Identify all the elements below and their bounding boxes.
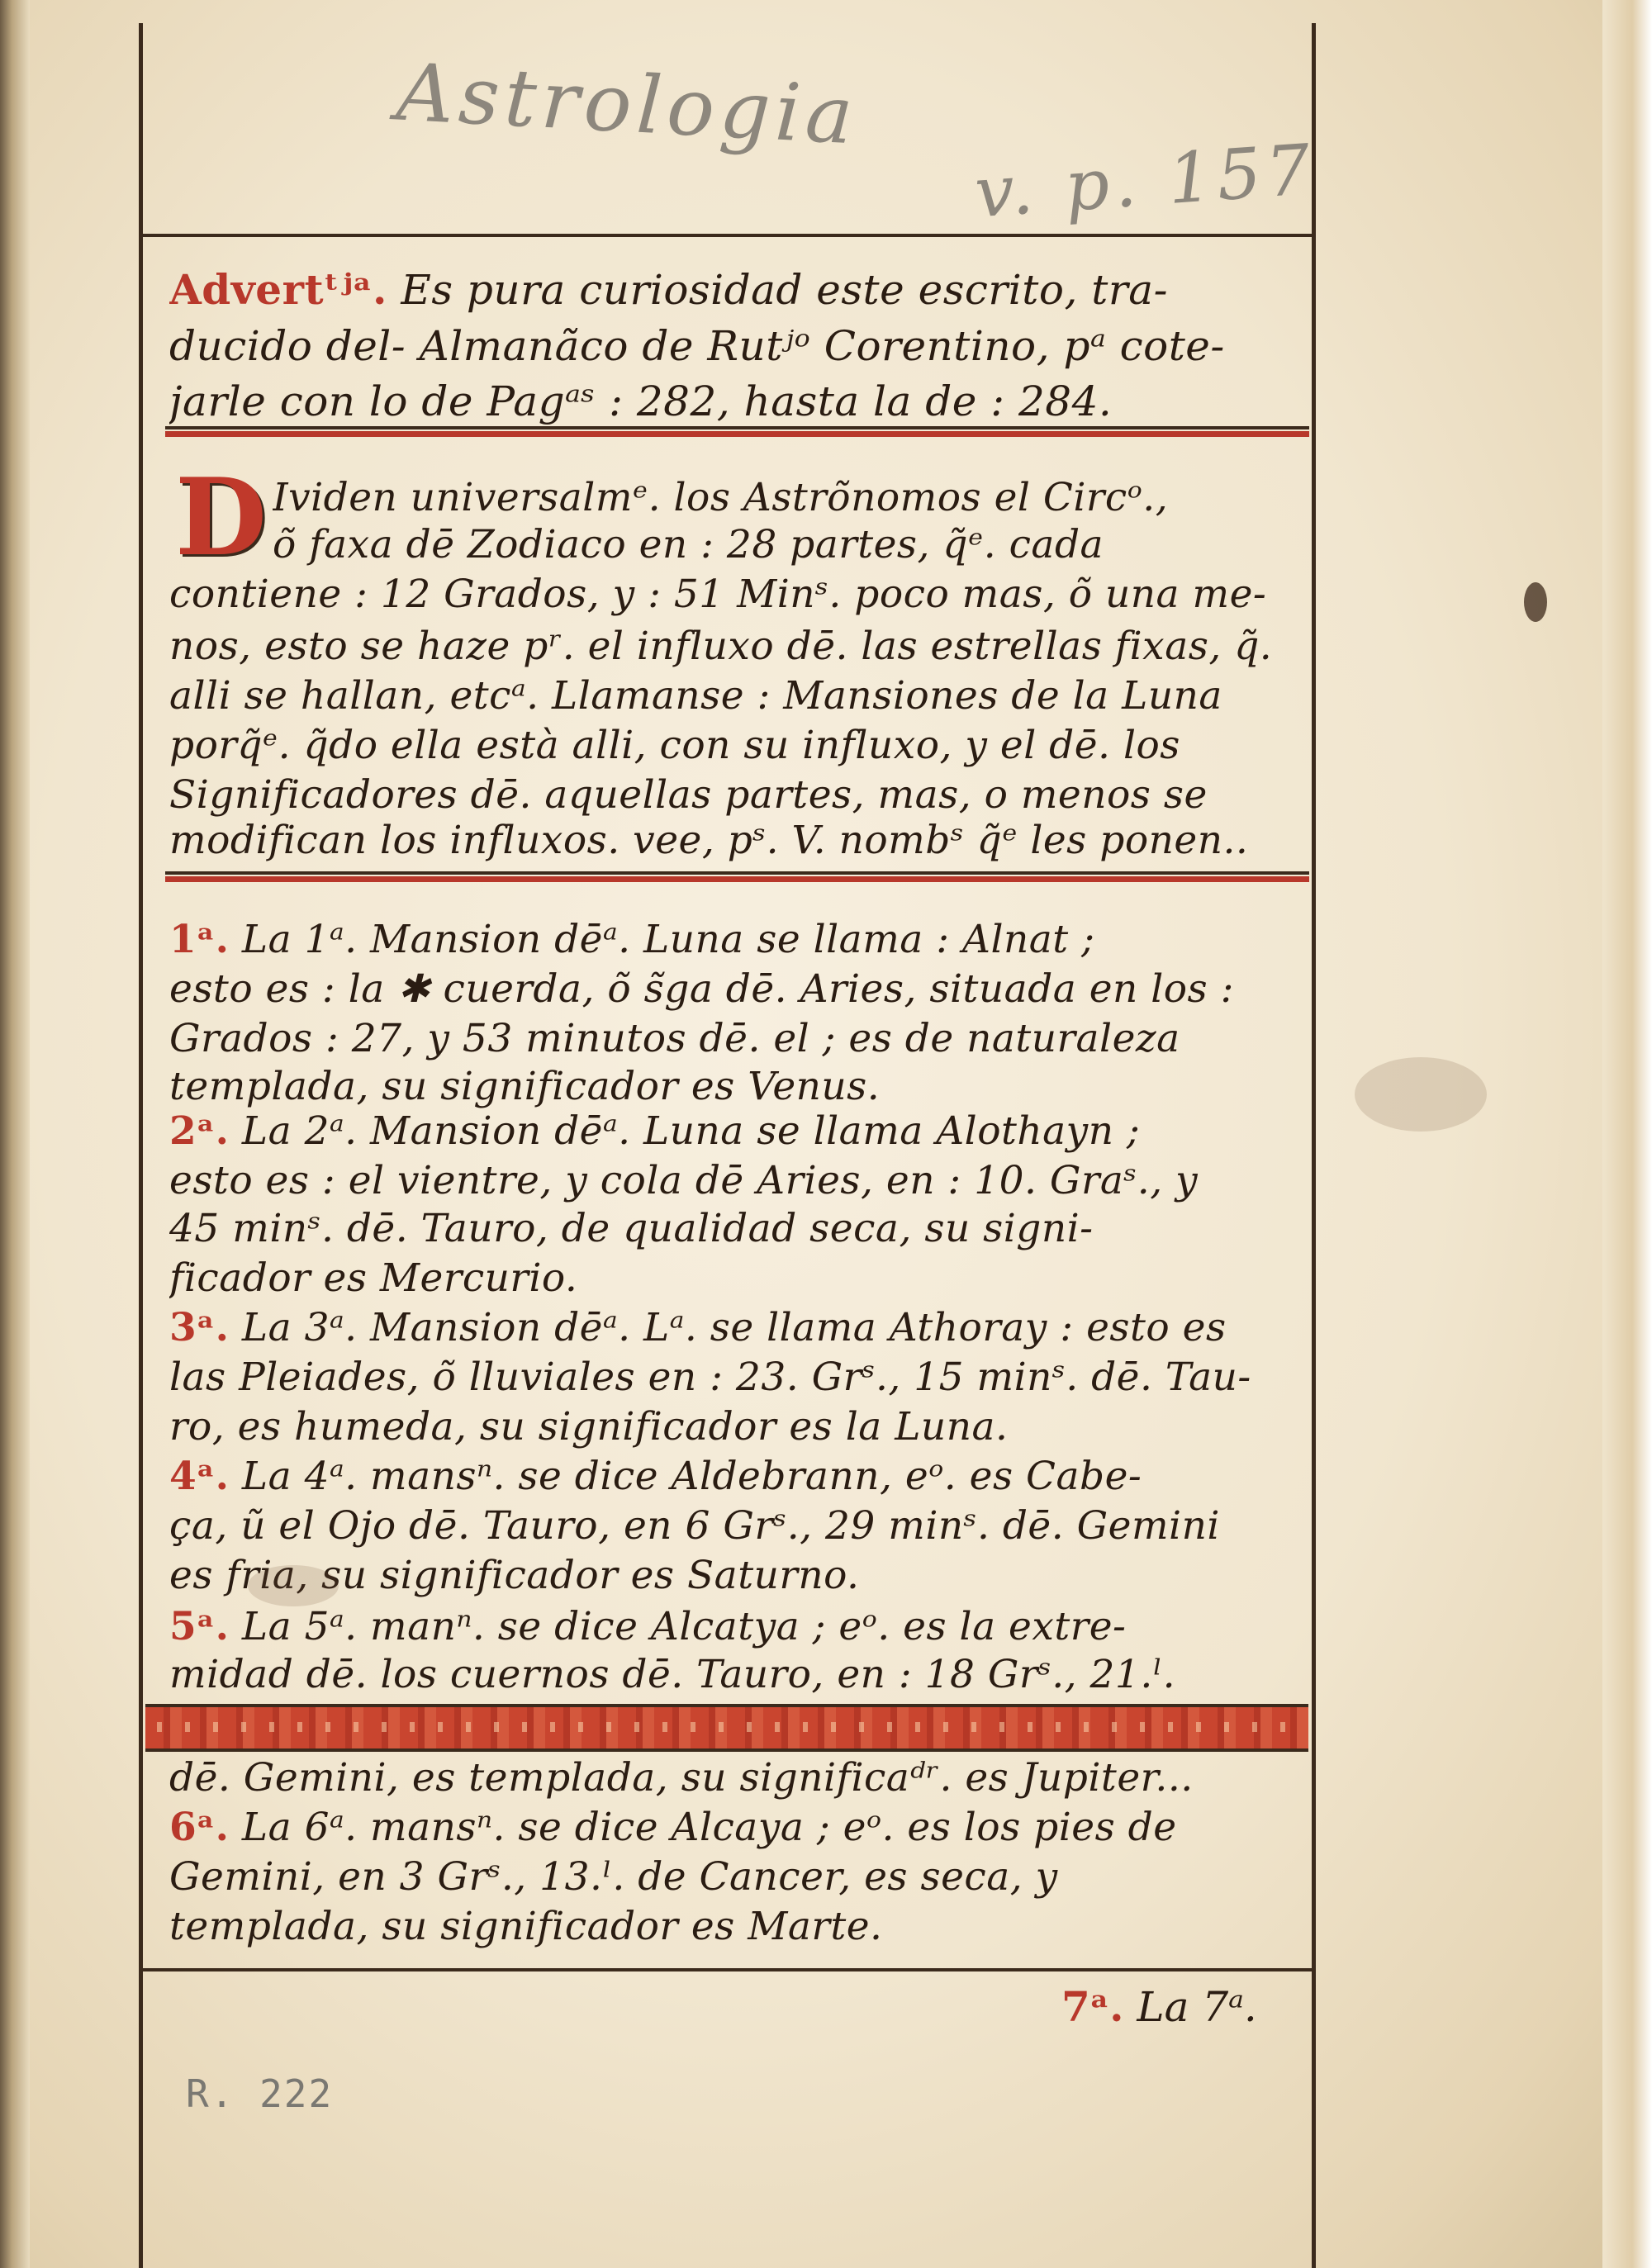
header-line-3: jarle con lo de Pagᵃˢ : 282, hasta la de : 284. xyxy=(169,377,1113,425)
mansion-3-number: 3ᵃ. xyxy=(169,1305,230,1350)
pencil-reference-note: v. p. 157 xyxy=(972,128,1318,234)
header-line-2: ducido del- Almanãco de Rutʲᵒ Corentino, pᵃ cote- xyxy=(169,322,1225,370)
mansion-1-line-3: Grados : 27, y 53 minutos dē. el ; es de naturaleza xyxy=(169,1016,1180,1061)
mansion-2-number: 2ᵃ. xyxy=(169,1108,230,1154)
mansion-5-line-2: midad dē. los cuernos dē. Tauro, en : 18 Grˢ., 21.ˡ. xyxy=(169,1652,1176,1697)
binding-gutter xyxy=(0,0,30,2268)
mansion-6-number: 6ᵃ. xyxy=(169,1805,230,1850)
mansion-1-line-2: esto es : la ✱ cuerda, õ s̃ga dē. Aries, situada en los : xyxy=(169,966,1234,1012)
catchword xyxy=(1061,1982,1257,2031)
catchword-text: La 7ᵃ. xyxy=(1137,1983,1257,2031)
right-margin-rule xyxy=(1312,23,1316,2268)
intro-line-5: alli se hallan, etcᵃ. Llamanse : Mansiones de la Luna xyxy=(169,673,1222,719)
mansion-5-line-3: dē. Gemini, es templada, su significaᵈʳ. es Jupiter... xyxy=(169,1755,1194,1801)
mansion-4-text-1: La 4ᵃ. mansⁿ. se dice Aldebrann, eᵒ. es Cabe- xyxy=(241,1454,1142,1499)
mansion-4-line-1 xyxy=(169,1454,1305,1500)
intro-line-2: õ faxa dē Zodiaco en : 28 partes, q̃ᵉ. cada xyxy=(273,522,1104,567)
mansion-6-line-2: Gemini, en 3 Grˢ., 13.ˡ. de Cancer, es seca, y xyxy=(169,1854,1058,1900)
mansion-1-number: 1ᵃ. xyxy=(169,917,230,962)
mansion-1-line-4: templada, su significador es Venus. xyxy=(169,1064,881,1109)
mansion-6-text-1: La 6ᵃ. mansⁿ. se dice Alcaya ; eᵒ. es los pies de xyxy=(241,1805,1177,1850)
intro-line-1: Ividen universalmᵉ. los Astrõnomos el Circᵒ., xyxy=(273,475,1169,520)
header-label: Advertᵗʲᵃ. xyxy=(169,265,387,314)
mansion-4-number: 4ᵃ. xyxy=(169,1454,230,1499)
intro-divider-top xyxy=(165,871,1309,875)
mansion-3-line-2: las Pleiades, õ lluviales en : 23. Grˢ., 15 minˢ. dē. Tau- xyxy=(169,1355,1251,1400)
mansion-2-line-3: 45 minˢ. dē. Tauro, de qualidad seca, su signi- xyxy=(169,1206,1094,1251)
mansion-2-text-1: La 2ᵃ. Mansion dēᵃ. Luna se llama Alothayn ; xyxy=(241,1108,1141,1154)
header-text-1: Es pura curiosidad este escrito, tra- xyxy=(401,266,1168,314)
header-divider-red xyxy=(165,431,1309,437)
mansion-2-line-1 xyxy=(169,1108,1305,1155)
intro-line-7: Significadores dē. aquellas partes, mas, o menos se xyxy=(169,772,1208,818)
mansion-6-line-3: templada, su significador es Marte. xyxy=(169,1904,883,1949)
header-divider-top xyxy=(165,426,1309,429)
catchword-number: 7ᵃ. xyxy=(1061,1982,1124,2031)
mansion-1-line-1 xyxy=(169,917,1305,963)
intro-line-3: contiene : 12 Grados, y : 51 Minˢ. poco mas, õ una me- xyxy=(169,572,1267,617)
mansion-5-text-1: La 5ᵃ. manⁿ. se dice Alcatya ; eᵒ. es la extre- xyxy=(241,1604,1127,1649)
decorative-red-band xyxy=(145,1704,1308,1752)
mansion-1-text-1: La 1ᵃ. Mansion dēᵃ. Luna se llama : Alnat ; xyxy=(241,917,1095,962)
page-edge xyxy=(1602,0,1652,2268)
mansion-4-line-3: es fria, su significador es Saturno. xyxy=(169,1553,860,1598)
pencil-shelfmark: R. 222 xyxy=(186,2071,334,2116)
foxing-stain xyxy=(1355,1057,1487,1132)
ink-blot xyxy=(1524,582,1547,622)
mansion-2-line-2: esto es : el vientre, y cola dē Aries, en : 10. Graˢ., y xyxy=(169,1158,1199,1203)
intro-line-6: porq̃ᵉ. q̃do ella està alli, con su influxo, y el dē. los xyxy=(169,723,1180,768)
intro-divider-red xyxy=(165,876,1309,882)
top-frame-rule xyxy=(142,234,1315,237)
left-margin-rule xyxy=(139,23,143,2268)
mansion-3-line-3: ro, es humeda, su significador es la Luna. xyxy=(169,1404,1009,1450)
intro-line-4: nos, esto se haze pʳ. el influxo dē. las estrellas fixas, q̃. xyxy=(169,624,1273,669)
mansion-4-line-2: ça, ũ el Ojo dē. Tauro, en 6 Grˢ., 29 minˢ. dē. Gemini xyxy=(169,1503,1220,1549)
pencil-title-note: Astrologia xyxy=(394,45,861,163)
intro-line-8: modifican los influxos. vee, pˢ. V. nombˢ q̃ᵉ les ponen.. xyxy=(169,818,1249,863)
drop-cap-initial: D xyxy=(175,456,267,580)
mansion-5-line-1 xyxy=(169,1604,1305,1650)
foxing-stain xyxy=(248,1565,339,1606)
mansion-6-line-1 xyxy=(169,1805,1305,1851)
text-bottom-rule xyxy=(142,1968,1315,1971)
mansion-2-line-4: ficador es Mercurio. xyxy=(169,1255,578,1301)
mansion-3-line-1 xyxy=(169,1305,1305,1351)
mansion-5-number: 5ᵃ. xyxy=(169,1604,230,1649)
header-line-1 xyxy=(169,264,1305,316)
mansion-3-text-1: La 3ᵃ. Mansion dēᵃ. Lᵃ. se llama Athoray : esto es xyxy=(241,1305,1227,1350)
